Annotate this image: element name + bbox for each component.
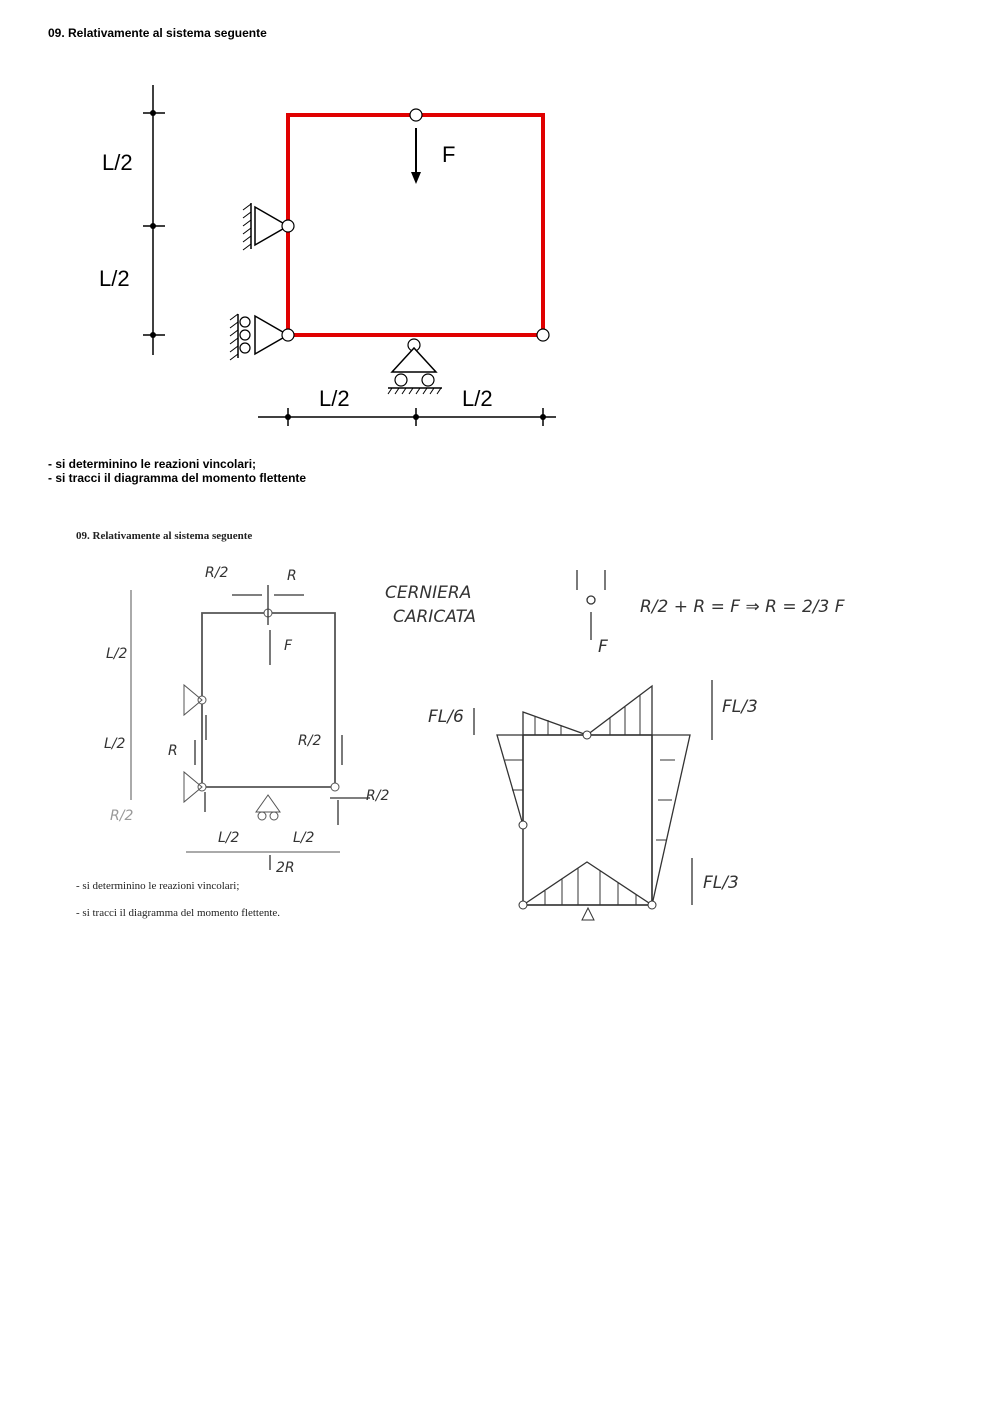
svg-text:R: R — [168, 743, 178, 759]
dim-label-bottom-left: L/2 — [319, 386, 350, 411]
dim-label-upper: L/2 — [102, 150, 133, 175]
roller-support-bottom — [388, 339, 442, 394]
moment-label-fl3-top: FL/3 — [722, 697, 758, 717]
left-dimension — [99, 85, 165, 355]
equation: R/2 + R = F ⇒ R = 2/3 F — [640, 597, 845, 617]
roller-support-left — [230, 314, 294, 360]
instruction-1: - si determinino le reazioni vincolari; — [48, 457, 257, 471]
moment-diagram — [497, 686, 690, 920]
force-arrow — [411, 128, 455, 184]
scan-dim-bottom-right: L/2 — [293, 830, 315, 846]
dim-label-lower: L/2 — [99, 266, 130, 291]
scan-dim-lower: L/2 — [104, 736, 126, 752]
frame — [288, 109, 549, 341]
scan-reaction-r2-top: R/2 — [205, 565, 229, 581]
scan-instruction-1: - si determinino le reazioni vincolari; — [76, 880, 240, 892]
bottom-dimension — [258, 386, 556, 426]
hinge-equilibrium — [577, 570, 605, 640]
svg-text:R/2: R/2 — [298, 733, 322, 749]
internal-hinge — [410, 109, 422, 121]
scan-reaction-r-top: R — [287, 568, 297, 584]
force-label: F — [442, 142, 456, 167]
dim-label-bottom-right: L/2 — [462, 386, 493, 411]
question-title: 09. Relativamente al sistema seguente — [48, 26, 267, 40]
scan-reaction-2r: 2R — [276, 860, 295, 876]
moment-label-fl3-bottom: FL/3 — [703, 873, 739, 893]
svg-text:R/2: R/2 — [366, 788, 390, 804]
scan-instruction-2: - si tracci il diagramma del momento flettente. — [76, 907, 281, 919]
end-hinge — [537, 329, 549, 341]
structure-diagram — [0, 0, 1000, 470]
note-caricata: CARICATA — [393, 607, 477, 627]
scan-frame — [131, 590, 340, 852]
scan-dim-bottom-left: L/2 — [218, 830, 240, 846]
scan-reaction-f: F — [284, 638, 293, 654]
note-cerniera: CERNIERA — [385, 583, 472, 603]
moment-label-fl6: FL/6 — [428, 707, 464, 727]
instruction-2: - si tracci il diagramma del momento flettente — [48, 471, 307, 485]
svg-text:F: F — [598, 637, 608, 657]
scan-title: 09. Relativamente al sistema seguente — [76, 530, 253, 542]
scan-dim-upper: L/2 — [106, 646, 128, 662]
svg-text:R/2: R/2 — [110, 808, 134, 824]
